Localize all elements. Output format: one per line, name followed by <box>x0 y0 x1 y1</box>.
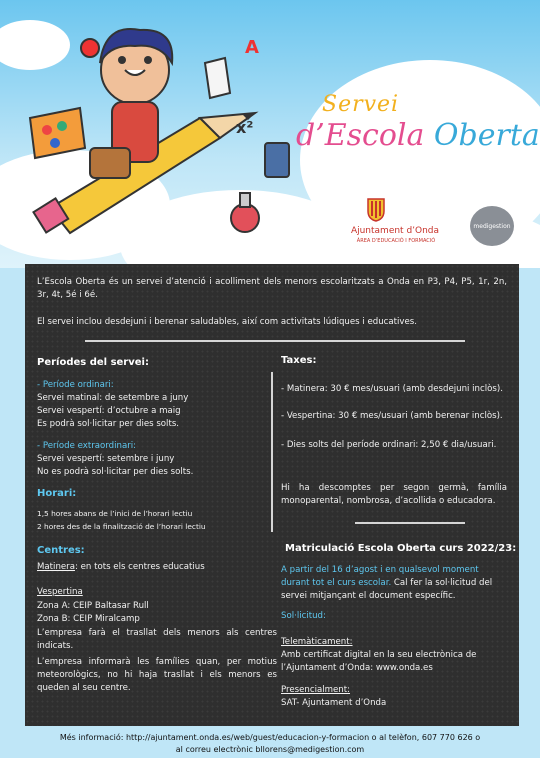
discounts-note: Hi ha descomptes per segon germà, família monoparental, nombrosa, d’acollida o educadora. <box>281 483 507 506</box>
footer-line-1: Més informació: http://ajuntament.onda.es/web/guest/educacion-y-formacion o al telèfon, 607 770 626 o <box>59 733 481 742</box>
fee-single-days: - Dies solts del període ordinari: 2,50 € dia/usuari. <box>281 440 497 450</box>
boy-on-pencil-illustration <box>10 8 300 258</box>
inperson-label: Presencialment: <box>281 685 351 695</box>
org-subtitle: ÀREA D’EDUCACIÓ I FORMACIÓ <box>356 238 436 244</box>
divider <box>85 340 465 342</box>
weather-note: L’empresa informarà les famílies quan, per motius meteorològics, no hi haja trasllat i els menors es queden al seu centre. <box>37 657 277 693</box>
hours-heading: Horari: <box>37 488 77 499</box>
city-crest-icon <box>366 196 386 222</box>
svg-text:A: A <box>245 37 259 58</box>
svg-text:x²: x² <box>236 118 254 137</box>
header-banner <box>0 0 540 268</box>
partner-logo: medigestion <box>470 206 514 246</box>
footer-line-2: al correu electrònic bllorens@medigestion.com <box>175 745 365 754</box>
chalkboard <box>25 264 519 726</box>
fees-heading: Taxes: <box>281 355 317 366</box>
org-name: Ajuntament d’Onda <box>350 226 440 236</box>
online-label: Telemàticament: <box>281 637 353 647</box>
title-line-2 <box>296 118 540 153</box>
enrolment-text <box>281 564 507 603</box>
hours-line-1: 1,5 hores abans de l’inici de l’horari lectiu <box>37 509 193 518</box>
zone-a: Zona A: CEIP Baltasar Rull <box>37 601 149 611</box>
ordinary-period-line-3: Es podrà sol·licitar per dies solts. <box>37 419 180 429</box>
title-part-a: d’Escola <box>296 118 434 153</box>
centres-heading: Centres: <box>37 545 85 556</box>
divider-right <box>355 522 465 524</box>
extra-period-line-2: No es podrà sol·licitar per dies solts. <box>37 467 194 477</box>
zone-b: Zona B: CEIP Miralcamp <box>37 614 140 624</box>
fee-matinera: - Matinera: 30 € mes/usuari (amb desdejuni inclòs). <box>281 384 503 394</box>
inperson-text: SAT- Ajuntament d’Onda <box>281 698 387 708</box>
ordinary-period-line-2: Servei vespertí: d’octubre a maig <box>37 406 181 416</box>
title-line-1: Servei <box>322 92 400 117</box>
extra-period-line-1: Servei vespertí: setembre i juny <box>37 454 175 464</box>
periods-heading: Períodes del servei: <box>37 357 149 368</box>
hours-line-2: 2 hores des de la finalització de l’horari lectiu <box>37 522 206 531</box>
enrolment-heading: Matriculació Escola Oberta curs 2022/23: <box>285 543 517 554</box>
enrolment-dates: A partir del 16 d’agost i en qualsevol moment durant tot el curs escolar. <box>281 565 479 588</box>
matinera-label: Matinera <box>37 562 75 572</box>
intro-paragraph-2: El servei inclou desdejuni i berenar saludables, així com activitats lúdiques i educatives. <box>37 317 418 327</box>
request-heading: Sol·licitud: <box>281 611 326 621</box>
ordinary-period-line-1: Servei matinal: de setembre a juny <box>37 393 189 403</box>
matinera-line <box>37 561 205 574</box>
footer-info <box>0 732 540 756</box>
matinera-text: : en tots els centres educatius <box>74 562 205 572</box>
vespertina-label: Vespertina <box>37 587 83 597</box>
transport-note: L’empresa farà el trasllat dels menors als centres indicats. <box>37 628 277 651</box>
column-divider <box>271 372 273 532</box>
ordinary-period-title: - Període ordinari: <box>37 380 114 390</box>
title-part-b: Oberta <box>433 118 540 153</box>
fee-vespertina: - Vespertina: 30 € mes/usuari (amb berenar inclòs). <box>281 411 503 421</box>
extra-period-title: - Període extraordinari: <box>37 441 137 451</box>
intro-paragraph-1: L’Escola Oberta és un servei d’atenció i acolliment dels menors escolaritzats a Onda en P3, P4, P5, 1r, 2n, 3r, 4t, 5é i 6é. <box>37 277 507 300</box>
online-text: Amb certificat digital en la seu electrònica de l’Ajuntament d’Onda: www.onda.es <box>281 650 477 673</box>
enrolment-instructions: Cal fer la sol·licitud del servei mitjançant el document específic. <box>281 578 493 601</box>
